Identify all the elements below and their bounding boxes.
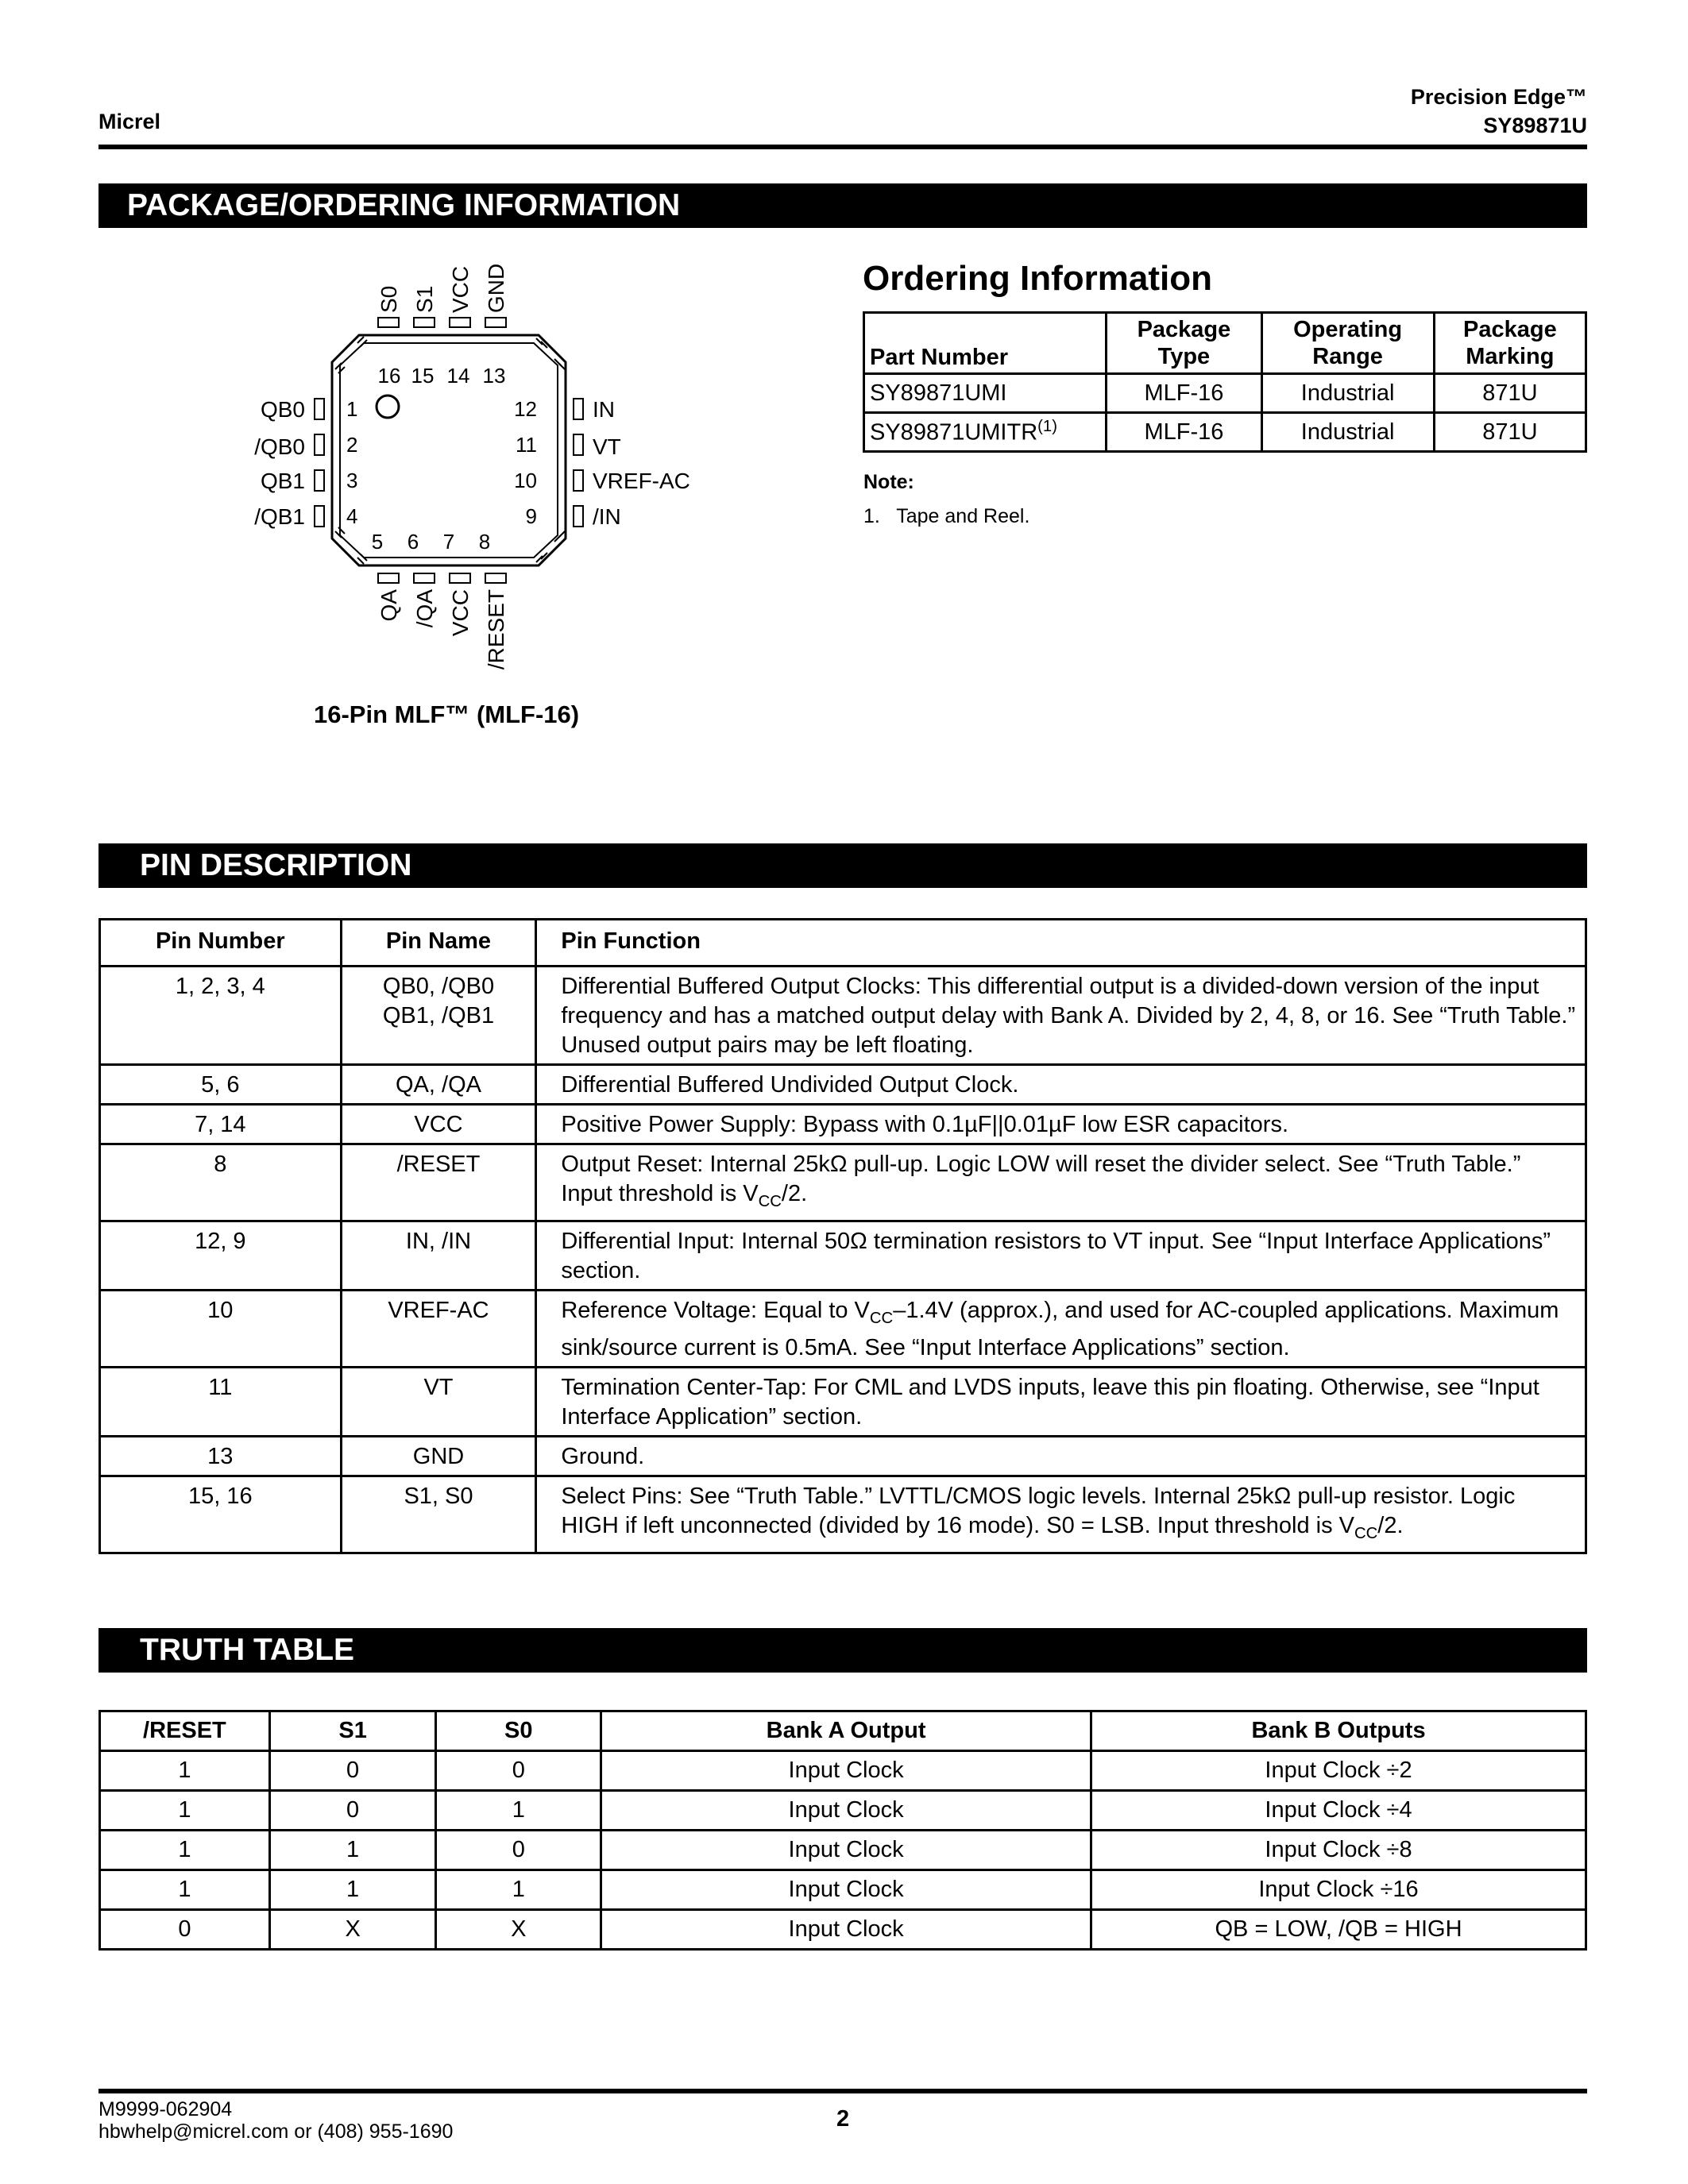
pin-number: 4 <box>346 504 358 528</box>
pin-name-cell: IN, /IN <box>341 1221 536 1291</box>
table-cell: QB = LOW, /QB = HIGH <box>1091 1910 1586 1950</box>
pin-name-cell: QA, /QA <box>341 1065 536 1105</box>
header-rule <box>98 145 1587 149</box>
top-pin-name: S0 <box>377 285 401 313</box>
header-cell: Operating Range <box>1261 313 1434 374</box>
footer-rule <box>98 2089 1587 2093</box>
right-pin-name: /IN <box>593 504 621 529</box>
product-family: Precision Edge™ <box>1410 85 1587 109</box>
header-cell: Pin Name <box>341 920 536 967</box>
pin-number-cell: 10 <box>100 1291 342 1368</box>
table-row <box>100 1476 1586 1553</box>
right-pin-numbers <box>514 397 537 528</box>
left-pin-names <box>254 397 305 529</box>
pin-number: 3 <box>346 469 358 492</box>
page-number: 2 <box>836 2106 850 2132</box>
table-cell: 1 <box>436 1870 601 1910</box>
pin-name-cell: GND <box>341 1437 536 1476</box>
pin-function-cell: Termination Center-Tap: For CML and LVDS inputs, leave this pin floating. Otherwise, see “Input Interface Application” section. <box>536 1368 1586 1437</box>
header-cell: Part Number <box>864 313 1107 374</box>
table-cell: 1 <box>100 1870 270 1910</box>
table-cell: 0 <box>269 1791 436 1831</box>
top-pin-numbers <box>378 364 506 388</box>
pin-number: 14 <box>446 364 470 388</box>
pin-description-table <box>98 918 1587 1554</box>
left-pin-name: QB0 <box>260 397 305 422</box>
ordering-table <box>863 311 1587 453</box>
pin-number: 5 <box>371 530 384 554</box>
left-pin-numbers <box>346 397 357 528</box>
table-row <box>100 1221 1586 1291</box>
right-pin-name: VREF-AC <box>593 469 690 493</box>
ordering-header-row <box>864 313 1586 374</box>
table-row <box>100 1368 1586 1437</box>
function-text: Reference Voltage: Equal to V <box>561 1298 870 1324</box>
right-pads <box>574 399 583 527</box>
bottom-pin-name: QA <box>377 589 401 622</box>
contact-info: hbwhelp@micrel.com or (408) 955-1690 <box>98 2120 454 2143</box>
table-row <box>100 1144 1586 1221</box>
section-bar-truth-table <box>98 1628 1587 1673</box>
table-cell: 1 <box>269 1870 436 1910</box>
pin-number: 9 <box>525 504 537 528</box>
table-cell: 1 <box>269 1831 436 1870</box>
ordering-title: Ordering Information <box>863 259 1212 298</box>
left-pads <box>315 399 324 527</box>
subscript: CC <box>869 1310 894 1328</box>
doc-number: M9999-062904 <box>98 2098 233 2120</box>
pin-number-cell: 11 <box>100 1368 342 1437</box>
subscript: CC <box>758 1193 782 1211</box>
pin-table-header-row <box>100 920 1586 967</box>
table-cell: 1 <box>100 1831 270 1870</box>
table-row <box>100 1437 1586 1476</box>
pin-number: 11 <box>516 433 537 457</box>
right-pin-name: IN <box>593 397 615 422</box>
header-cell: Package Type <box>1107 313 1261 374</box>
pin-function-cell: Differential Buffered Undivided Output Clock. <box>536 1065 1586 1105</box>
pin-number-cell: 1, 2, 3, 4 <box>100 967 342 1065</box>
table-cell: 0 <box>436 1751 601 1791</box>
package-type-cell: MLF-16 <box>1107 374 1261 413</box>
pin-number: 8 <box>478 530 491 554</box>
pin-number: 13 <box>482 364 506 388</box>
section-title-package: PACKAGE/ORDERING INFORMATION <box>127 188 681 222</box>
pin-name-line: QB0, /QB0 <box>382 974 495 999</box>
part-number: SY89871U <box>1483 114 1587 137</box>
header-cell: /RESET <box>100 1711 270 1751</box>
table-cell: 0 <box>100 1910 270 1950</box>
top-pin-name: VCC <box>448 265 473 313</box>
section-title-truth-table: TRUTH TABLE <box>140 1633 355 1667</box>
left-pin-name: /QB1 <box>254 504 305 529</box>
note-reference: (1) <box>1037 418 1057 436</box>
bottom-pads <box>378 573 506 583</box>
pin-number-cell: 5, 6 <box>100 1065 342 1105</box>
table-cell: Input Clock ÷16 <box>1091 1870 1586 1910</box>
left-pin-name: /QB0 <box>254 434 305 459</box>
table-row <box>100 1870 1586 1910</box>
pin-number-cell: 13 <box>100 1437 342 1476</box>
pin-number: 10 <box>514 469 537 492</box>
pin-diagram <box>254 263 707 695</box>
pin-name-line: QB1, /QB1 <box>382 1003 495 1028</box>
header-cell: S1 <box>269 1711 436 1751</box>
pin-function-cell: Positive Power Supply: Bypass with 0.1µF||0.01µF low ESR capacitors. <box>536 1105 1586 1144</box>
header-cell: S0 <box>436 1711 601 1751</box>
table-row <box>100 1291 1586 1368</box>
right-pin-names <box>593 397 690 529</box>
pin-name-cell: /RESET <box>341 1144 536 1221</box>
table-cell: Input Clock <box>601 1831 1091 1870</box>
pin-name-cell: S1, S0 <box>341 1476 536 1553</box>
pin-function-cell <box>536 1291 1586 1368</box>
pin-number: 6 <box>407 530 419 554</box>
header-product <box>1411 83 1587 140</box>
top-pin-names <box>377 264 508 313</box>
header-cell: Bank B Outputs <box>1091 1711 1586 1751</box>
truth-header-row <box>100 1711 1586 1751</box>
table-cell: X <box>269 1910 436 1950</box>
header-cell: Pin Function <box>536 920 1586 967</box>
table-cell: Input Clock ÷2 <box>1091 1751 1586 1791</box>
pin-name-cell: VCC <box>341 1105 536 1144</box>
bottom-pin-name: VCC <box>448 589 473 637</box>
section-title-pin-description: PIN DESCRIPTION <box>140 848 412 882</box>
pin1-marker <box>377 396 399 418</box>
part-number-cell <box>864 413 1107 452</box>
pin-number-cell: 15, 16 <box>100 1476 342 1553</box>
footer-info <box>98 2098 453 2143</box>
bottom-pin-numbers <box>372 530 490 554</box>
operating-range-cell: Industrial <box>1261 413 1434 452</box>
bottom-pin-name: /RESET <box>484 589 508 670</box>
package-caption: 16-Pin MLF™ (MLF-16) <box>314 700 580 728</box>
part-number-text: SY89871UMITR <box>870 419 1038 446</box>
function-text: –1.4V (approx.), and used for AC-coupled applications. Maximum sink/source current is 0.5mA. See “Input Interface Applications” section. <box>561 1298 1559 1361</box>
table-row <box>100 1751 1586 1791</box>
pin-number-cell: 7, 14 <box>100 1105 342 1144</box>
table-row <box>100 1791 1586 1831</box>
function-text: Output Reset: Internal 25kΩ pull-up. Logic LOW will reset the divider select. See “Truth Table.” Input threshold is V <box>561 1152 1521 1206</box>
table-cell: 1 <box>100 1791 270 1831</box>
package-marking-cell: 871U <box>1434 413 1586 452</box>
pin-number-cell: 8 <box>100 1144 342 1221</box>
table-row <box>100 967 1586 1065</box>
bottom-pin-name: /QA <box>412 589 437 628</box>
header-cell: Bank A Output <box>601 1711 1091 1751</box>
table-cell: Input Clock <box>601 1751 1091 1791</box>
function-text: Select Pins: See “Truth Table.” LVTTL/CMOS logic levels. Internal 25kΩ pull-up resistor. Logic HIGH if left unconnected (divided by 16 mode). S0 = LSB. Input threshold is V <box>561 1484 1516 1539</box>
top-pin-name: GND <box>484 263 508 313</box>
table-row <box>100 1831 1586 1870</box>
table-cell: Input Clock ÷4 <box>1091 1791 1586 1831</box>
pin-function-cell <box>536 1476 1586 1553</box>
table-row <box>864 413 1586 452</box>
pin-name-cell <box>341 967 536 1065</box>
package-marking-cell: 871U <box>1434 374 1586 413</box>
operating-range-cell: Industrial <box>1261 374 1434 413</box>
section-bar-package <box>98 183 1587 228</box>
note-item: 1. Tape and Reel. <box>863 505 1030 527</box>
pin-number: 1 <box>346 397 358 421</box>
pin-number: 7 <box>442 530 455 554</box>
table-cell: Input Clock <box>601 1910 1091 1950</box>
table-cell: 1 <box>100 1751 270 1791</box>
subscript: CC <box>1354 1525 1378 1543</box>
table-row <box>100 1065 1586 1105</box>
pin-number: 15 <box>411 364 435 388</box>
left-pin-name: QB1 <box>260 469 305 493</box>
table-row <box>100 1910 1586 1950</box>
pin-number: 12 <box>514 397 537 421</box>
table-cell: 0 <box>436 1831 601 1870</box>
pin-name-cell: VT <box>341 1368 536 1437</box>
function-text: /2. <box>1377 1513 1404 1539</box>
table-cell: X <box>436 1910 601 1950</box>
top-pads <box>378 318 506 327</box>
header-cell: Package Marking <box>1434 313 1586 374</box>
company-name: Micrel <box>98 110 161 133</box>
pin-name-cell: VREF-AC <box>341 1291 536 1368</box>
pin-number-cell: 12, 9 <box>100 1221 342 1291</box>
table-row <box>864 374 1586 413</box>
table-cell: 1 <box>436 1791 601 1831</box>
note-title: Note: <box>863 471 914 493</box>
pin-diagram-svg <box>254 263 707 691</box>
table-row <box>100 1105 1586 1144</box>
pin-function-cell <box>536 1144 1586 1221</box>
package-type-cell: MLF-16 <box>1107 413 1261 452</box>
top-pin-name: S1 <box>412 285 437 313</box>
right-pin-name: VT <box>593 434 621 459</box>
pin-number: 2 <box>346 433 358 457</box>
table-cell: 0 <box>269 1751 436 1791</box>
table-cell: Input Clock <box>601 1870 1091 1910</box>
section-bar-pin-description <box>98 843 1587 888</box>
header-cell: Pin Number <box>100 920 342 967</box>
pin-function-cell: Differential Input: Internal 50Ω termination resistors to VT input. See “Input Interface Applications” section. <box>536 1221 1586 1291</box>
function-text: /2. <box>781 1181 808 1206</box>
part-number-cell: SY89871UMI <box>864 374 1107 413</box>
pin-function-cell: Differential Buffered Output Clocks: This differential output is a divided-down version of the input frequency and has a matched output delay with Bank A. Divided by 2, 4, 8, or 16. See “Truth Table.” Unused output pairs may be left floating. <box>536 967 1586 1065</box>
pin-function-cell: Ground. <box>536 1437 1586 1476</box>
table-cell: Input Clock <box>601 1791 1091 1831</box>
table-cell: Input Clock ÷8 <box>1091 1831 1586 1870</box>
pin-number: 16 <box>377 364 401 388</box>
bottom-pin-names <box>377 589 508 669</box>
truth-table <box>98 1710 1587 1951</box>
